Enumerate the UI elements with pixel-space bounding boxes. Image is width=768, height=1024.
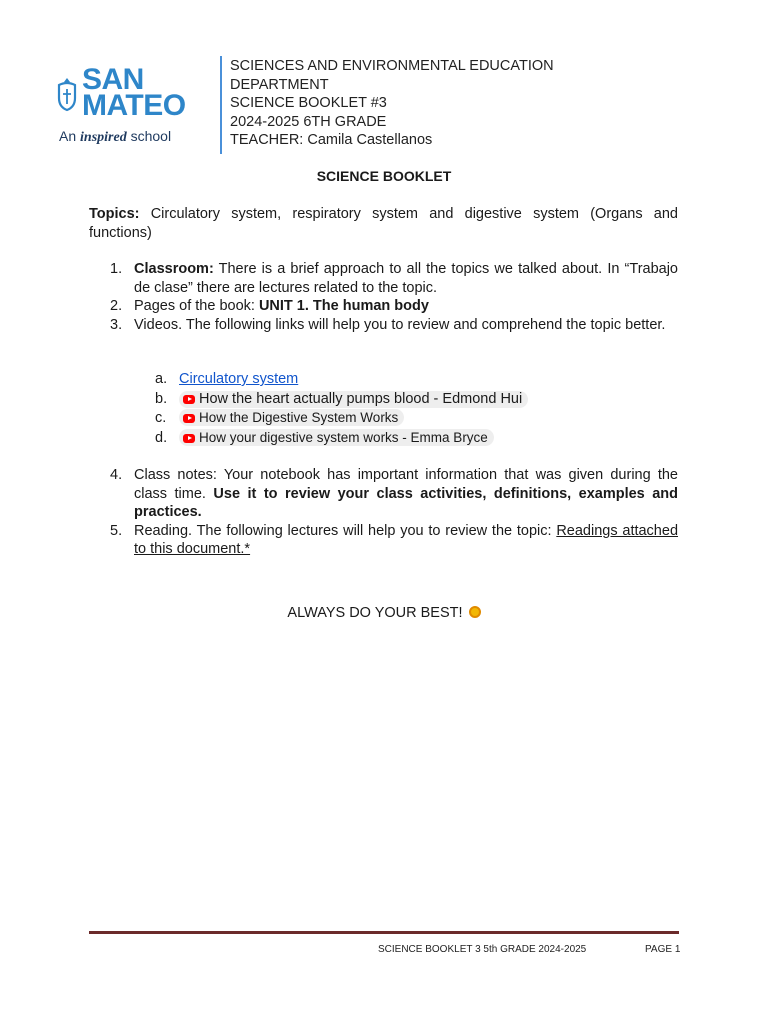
header-line: DEPARTMENT <box>230 76 329 93</box>
list-item <box>89 522 678 559</box>
header-line: 2024-2025 6TH GRADE <box>230 113 387 130</box>
crest-icon <box>56 76 78 112</box>
footer-rule <box>89 931 679 934</box>
list-item <box>89 316 678 335</box>
tagline-prefix: An <box>59 128 77 144</box>
logo-word-san: SAN <box>82 63 144 96</box>
tagline-suffix: school <box>130 128 172 144</box>
list-number: 4. <box>110 467 123 483</box>
topics-label: Topics: <box>89 206 140 222</box>
video-chip-heart[interactable] <box>179 391 528 408</box>
video-letter: b. <box>155 390 168 407</box>
video-item <box>155 429 528 449</box>
header-line: SCIENCE BOOKLET #3 <box>230 95 387 111</box>
list-item-bold: UNIT 1. The human body <box>258 298 429 314</box>
tagline-bold: inspired <box>80 130 127 145</box>
video-chip-label: How your digestive system works - Emma Bryce <box>199 429 488 445</box>
school-logo <box>56 63 216 156</box>
logo-tagline <box>59 128 171 146</box>
video-item <box>155 409 528 429</box>
logo-word-mateo: MATEO <box>82 89 186 122</box>
list-item <box>89 260 678 297</box>
video-chip-label: How the heart actually pumps blood - Edmond Hui <box>199 390 523 407</box>
youtube-icon <box>183 395 195 404</box>
video-list <box>155 370 528 448</box>
list-item <box>89 297 678 316</box>
video-chip-emma-bryce[interactable] <box>179 429 494 446</box>
list-item-bold: Use it to review your class activities, definitions, examples and practices. <box>134 485 678 520</box>
sunflower-icon <box>469 606 481 618</box>
list-item-text: There is a brief approach to all the topics we talked about. In “Trabajo de clase” there are lectures related to the topic. <box>134 261 678 296</box>
numbered-list <box>89 260 678 334</box>
topics-paragraph <box>89 205 678 242</box>
video-letter: d. <box>155 429 168 446</box>
video-item <box>155 390 528 410</box>
video-item <box>155 370 528 390</box>
topics-text: Circulatory system, respiratory system and digestive system (Organs and functions) <box>89 206 678 241</box>
list-item-text: Class notes: Your notebook has important information that was given during the class time. <box>134 467 678 502</box>
list-item-text: Reading. The following lectures will help you to review the topic: <box>134 522 557 539</box>
closing-text: ALWAYS DO YOUR BEST! <box>287 605 463 621</box>
numbered-list-continued <box>89 466 678 559</box>
video-chip-label: How the Digestive System Works <box>199 410 399 425</box>
list-item <box>89 466 678 522</box>
list-number: 3. <box>110 316 123 333</box>
footer-page-number: PAGE 1 <box>645 944 681 955</box>
list-item-text: Pages of the book: <box>134 298 259 314</box>
list-item-text: Videos. The following links will help you to review and comprehend the topic better. <box>134 316 666 333</box>
video-letter: a. <box>155 371 168 387</box>
list-number: 5. <box>110 522 123 539</box>
video-link-circulatory[interactable]: Circulatory system <box>179 371 299 387</box>
video-chip-digestive[interactable] <box>179 409 404 426</box>
header-line: SCIENCES AND ENVIRONMENTAL EDUCATION <box>230 58 554 74</box>
page-title: SCIENCE BOOKLET <box>316 168 452 184</box>
header-line: TEACHER: Camila Castellanos <box>230 132 433 148</box>
footer-left: SCIENCE BOOKLET 3 5th GRADE 2024-2025 <box>378 944 587 955</box>
video-letter: c. <box>155 410 167 426</box>
header-divider <box>220 56 222 154</box>
youtube-icon <box>183 414 195 423</box>
readings-link[interactable]: Readings attached to this document.* <box>134 522 679 557</box>
youtube-icon <box>183 434 195 443</box>
closing-message <box>0 605 768 621</box>
list-number: 2. <box>110 298 123 314</box>
header-info <box>230 57 554 150</box>
list-number: 1. <box>110 261 123 277</box>
list-item-bold: Classroom: <box>134 261 214 277</box>
